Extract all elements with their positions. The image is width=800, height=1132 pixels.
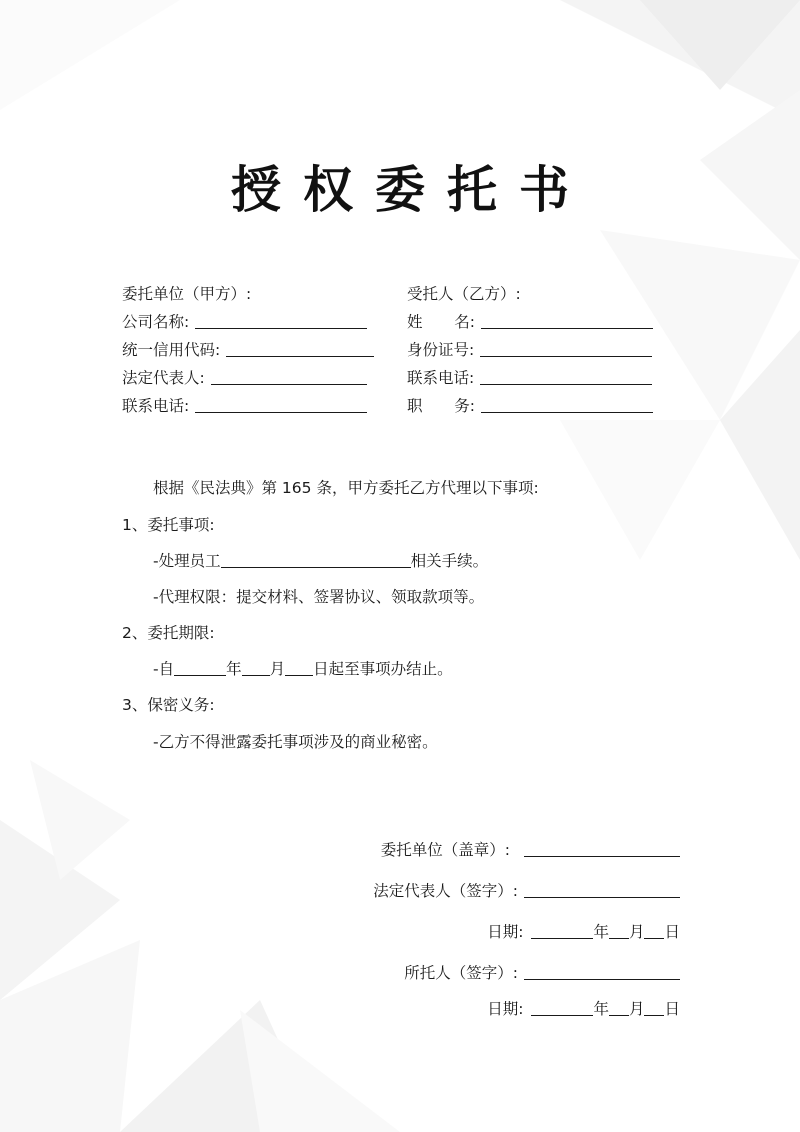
party-b-phone-label: 联系电话: bbox=[407, 369, 475, 387]
section3-heading: 3、保密义务: bbox=[122, 696, 215, 714]
term-prefix: -自 bbox=[153, 660, 175, 678]
id-number-label: 身份证号: bbox=[407, 341, 475, 359]
legal-sign-field[interactable] bbox=[524, 881, 680, 898]
position-label-1: 职 bbox=[407, 397, 455, 415]
date1-year-field[interactable] bbox=[531, 922, 593, 939]
document-title: 授权委托书 bbox=[231, 161, 591, 219]
party-b-phone-field[interactable] bbox=[480, 368, 652, 385]
company-name-field[interactable] bbox=[195, 312, 367, 329]
position-field[interactable] bbox=[481, 396, 653, 413]
credit-code-field[interactable] bbox=[226, 340, 374, 357]
section3-item: -乙方不得泄露委托事项涉及的商业秘密。 bbox=[153, 733, 438, 751]
term-suffix: 日起至事项办结止。 bbox=[313, 660, 453, 678]
date1-month-field[interactable] bbox=[609, 922, 629, 939]
name-label-2: 名: bbox=[454, 313, 476, 331]
party-a-block bbox=[122, 280, 374, 420]
date1-month-label: 月 bbox=[628, 923, 645, 941]
term-month-field[interactable] bbox=[242, 659, 270, 676]
section1-heading: 1、委托事项: bbox=[122, 516, 215, 534]
legal-sign-row bbox=[373, 879, 680, 901]
party-a-phone-field[interactable] bbox=[195, 396, 367, 413]
id-number-field[interactable] bbox=[480, 340, 652, 357]
seal-row bbox=[381, 838, 680, 860]
section1-item1-suffix: 相关手续。 bbox=[410, 552, 489, 570]
date2-day-field[interactable] bbox=[644, 999, 664, 1016]
company-name-label: 公司名称: bbox=[122, 313, 190, 331]
date2-month-field[interactable] bbox=[609, 999, 629, 1016]
date-label-1: 日期: bbox=[487, 923, 524, 941]
name-label-1: 姓 bbox=[407, 313, 455, 331]
seal-field[interactable] bbox=[524, 840, 680, 857]
term-year-field[interactable] bbox=[174, 659, 226, 676]
seal-label: 委托单位（盖章）: bbox=[380, 841, 510, 859]
section2-heading: 2、委托期限: bbox=[122, 624, 215, 642]
date2-month-label: 月 bbox=[628, 1000, 645, 1018]
party-b-block bbox=[407, 280, 653, 420]
date1-year-label: 年 bbox=[593, 923, 609, 941]
legal-sign-label: 法定代表人（签字）: bbox=[373, 882, 518, 900]
date2-year-field[interactable] bbox=[531, 999, 593, 1016]
agent-sign-field[interactable] bbox=[524, 963, 680, 980]
term-month-label: 月 bbox=[269, 660, 286, 678]
term-year-label: 年 bbox=[226, 660, 242, 678]
legal-rep-label: 法定代表人: bbox=[122, 369, 205, 387]
party-a-heading: 委托单位（甲方）: bbox=[122, 285, 252, 303]
party-b-heading: 受托人（乙方）: bbox=[407, 285, 521, 303]
party-a-phone-label: 联系电话: bbox=[122, 397, 190, 415]
term-day-field[interactable] bbox=[285, 659, 313, 676]
date1-day-label: 日 bbox=[664, 923, 680, 941]
date2-year-label: 年 bbox=[593, 1000, 609, 1018]
section1-item1 bbox=[153, 549, 488, 571]
agent-sign-label: 所托人（签字）: bbox=[404, 964, 518, 982]
section1-item1-prefix: -处理员工 bbox=[153, 552, 221, 570]
date-row-1 bbox=[487, 920, 680, 942]
employee-name-field[interactable] bbox=[221, 551, 411, 568]
section1-item2: -代理权限：提交材料、签署协议、领取款项等。 bbox=[153, 588, 485, 606]
date1-day-field[interactable] bbox=[644, 922, 664, 939]
agent-sign-row bbox=[404, 961, 680, 983]
date-row-2 bbox=[487, 997, 680, 1019]
agent-name-field[interactable] bbox=[481, 312, 653, 329]
date2-day-label: 日 bbox=[664, 1000, 680, 1018]
legal-rep-field[interactable] bbox=[211, 368, 367, 385]
intro-paragraph: 根据《民法典》第 165 条，甲方委托乙方代理以下事项: bbox=[153, 479, 539, 497]
position-label-2: 务: bbox=[454, 397, 476, 415]
credit-code-label: 统一信用代码: bbox=[122, 341, 221, 359]
date-label-2: 日期: bbox=[487, 1000, 524, 1018]
section2-term bbox=[153, 657, 453, 679]
